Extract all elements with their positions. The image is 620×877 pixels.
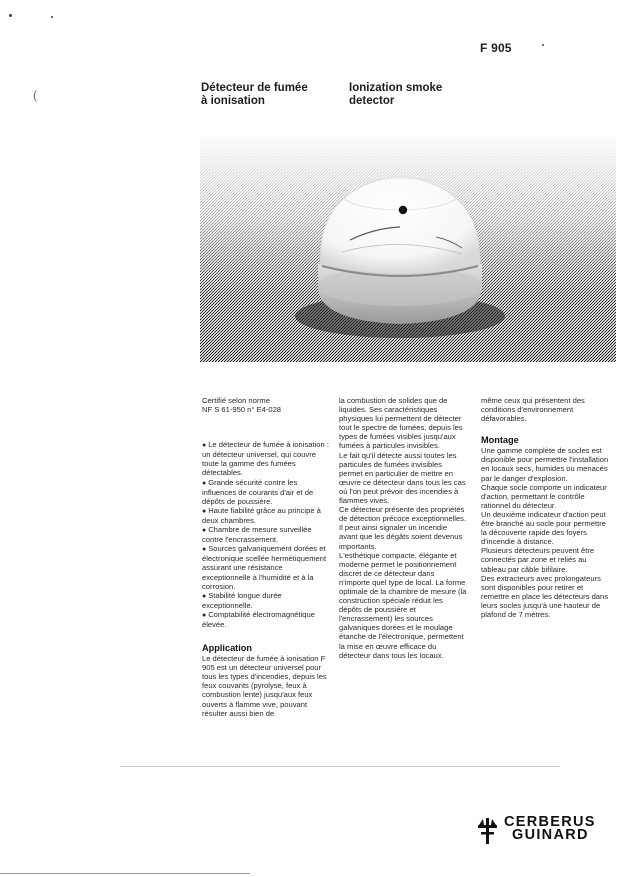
logo-word-cerberus: CERBERUS (504, 814, 596, 830)
column3-paragraph: Une gamme complète de socles est disponible pour permettre l'installation en locaux secs, humides ou menacés par le danger d'explosion. (481, 446, 609, 483)
title-english-line2: detector (349, 95, 395, 107)
column3-paragraph: Plusieurs détecteurs peuvent être connectés par zone et reliés au tableau par câble bifilaire. (481, 546, 595, 574)
column2-paragraph: Le fait qu'il détecte aussi toutes les particules de fumées invisibles permet en particulier de mettre en œuvre ce détecteur dans tous les cas où l'on peut prévoir des incendies à flammes vives. (339, 450, 466, 506)
column2-paragraph: la combustion de solides que de liquides. Ses caractéristiques physiques lui permettent de détecter tout le spectre de fumées, depuis les types de fumées visibles jusqu'aux fumées à particules invisibles. (339, 396, 463, 451)
column3-paragraph: Des extracteurs avec prolongateurs sont disponibles pour retirer et remettre en place les détecteurs dans leurs socles jusqu'à une hauteur de plafond de 7 mètres. (481, 573, 609, 619)
scan-mark: ( (33, 88, 37, 102)
page-reference: F 905 (480, 41, 512, 55)
title-english-line1: Ionization smoke (349, 82, 443, 94)
column2-paragraph: Ce détecteur présente des propriétés de détection précoce exceptionnelles. Il peut ainsi signaler un incendie avant que les dégâts soient devenus importants. (339, 505, 467, 551)
spacer (202, 414, 330, 440)
feature-bullet: ● Haute fiabilité grâce au principe à deux chambres. (202, 506, 330, 525)
spacer (202, 629, 330, 643)
title-english (349, 82, 442, 108)
scan-speck (51, 16, 53, 18)
text-column-1 (202, 396, 330, 718)
column2-paragraph: L'esthétique compacte, élégante et moderne permet le positionnement discret de ce détecteur dans n'importe quel type de local. La forme optimale de la chambre de mesure (la construction spéciale réduit les dépôts de poussière et l'encrassement) les sources galvaniques dorées et le moulage étanche de l'électronique, permettent la mise en œuvre efficace du détecteur dans tous les locaux. (339, 550, 467, 660)
feature-bullet: ● Sources galvaniquement dorées et électronique scellée hermétiquement assurant une résistance exceptionnelle à l'humidité et à la corrosion. (202, 544, 330, 590)
column3-paragraph: Chaque socle comporte un indicateur d'action, permettant le contrôle rationnel du détecteur. (481, 482, 607, 510)
title-french-line1: Détecteur de fumée (201, 82, 308, 94)
scan-line (0, 873, 250, 874)
certification-line1: Certifié selon norme (202, 396, 270, 405)
scan-line (120, 766, 560, 767)
title-french-line2: à ionisation (201, 95, 265, 107)
title-french (201, 82, 308, 108)
feature-bullet: ● Stabilité longue durée exceptionnelle. (202, 591, 330, 610)
spacer (481, 423, 609, 435)
text-column-2 (339, 396, 467, 660)
feature-bullet: ● Grande sécurité contre les influences de courants d'air et de dépôts de poussière. (202, 478, 330, 506)
column3-paragraph: même ceux qui présentent des conditions d'environnement défavorables. (481, 396, 585, 424)
cerberus-guinard-logo (476, 812, 616, 846)
smoke-detector-photo (200, 136, 616, 362)
scan-speck (542, 44, 544, 46)
montage-heading: Montage (481, 435, 519, 446)
feature-bullet: ● Comptabilité électromagnétique élevée. (202, 610, 330, 629)
cerberus-mark-icon (476, 816, 500, 846)
column3-paragraph: Un deuxième indicateur d'action peut être branché au socle pour permettre la découverte rapide des foyers d'incendie à distance. (481, 509, 606, 547)
logo-word-guinard: GUINARD (512, 827, 589, 843)
application-text: Le détecteur de fumée à ionisation F 905 est un détecteur universel pour tous les types d'incendies, depuis les feux couvants (pyrolyse, feux à combustion lente) jusqu'aux feux ouverts à flamme vive, pouvant résulter aussi bien de (202, 654, 327, 718)
feature-bullet: ● Le détecteur de fumée à ionisation : un détecteur universel, qui couvre toute la gamme des fumées détectables. (202, 440, 330, 477)
scan-speck (9, 14, 12, 17)
text-column-3 (481, 396, 609, 619)
application-heading: Application (202, 643, 253, 654)
feature-bullet: ● Chambre de mesure surveillée contre l'encrassement. (202, 525, 330, 544)
certification-line2: NF S 61-950 n° E4-028 (202, 405, 282, 415)
